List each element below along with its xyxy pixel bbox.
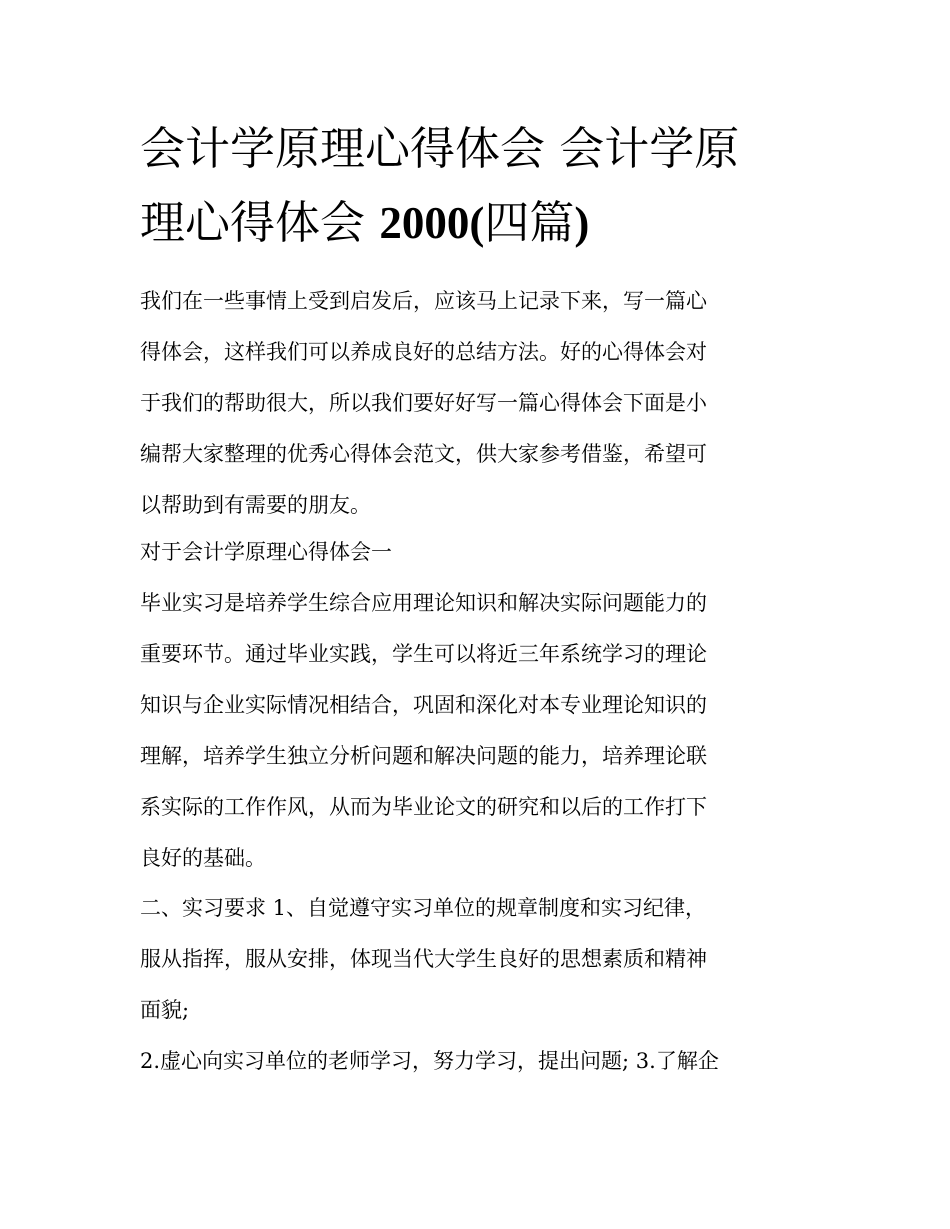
title-count: 四篇 xyxy=(484,196,575,249)
intro-paragraph xyxy=(140,276,820,531)
paragraph-line: 2.虚心向实习单位的老师学习，努力学习，提出问题; 3.了解企 xyxy=(140,1049,719,1073)
title-line-1: 会计学原理心得体会 会计学原 xyxy=(140,122,740,175)
paragraph-line: 服从指挥，服从安排，体现当代大学生良好的思想素质和精神 xyxy=(140,947,707,971)
paragraph-internship-purpose xyxy=(140,578,820,884)
paragraph-line: 毕业实习是培养学生综合应用理论知识和解决实际问题能力的 xyxy=(140,591,707,615)
paragraph-line: 良好的基础。 xyxy=(140,846,266,870)
title-year: 2000( xyxy=(379,198,485,248)
section-heading-text: 对于会计学原理心得体会一 xyxy=(140,540,392,564)
paragraph-line: 系实际的工作作风，从而为毕业论文的研究和以后的工作打下 xyxy=(140,795,707,819)
paragraph-line: 知识与企业实际情况相结合，巩固和深化对本专业理论知识的 xyxy=(140,693,707,717)
intro-line: 编帮大家整理的优秀心得体会范文，供大家参考借鉴，希望可 xyxy=(140,442,707,466)
paragraph-line: 面貌; xyxy=(140,998,190,1022)
paragraph-line: 重要环节。通过毕业实践，学生可以将近三年系统学习的理论 xyxy=(140,642,707,666)
document-title xyxy=(140,112,820,260)
paragraph-requirement-items xyxy=(140,1036,820,1087)
title-line-2-prefix: 理心得体会 xyxy=(140,196,380,249)
title-close-paren: ) xyxy=(574,198,590,248)
intro-line: 于我们的帮助很大，所以我们要好好写一篇心得体会下面是小 xyxy=(140,391,707,415)
paragraph-line: 理解，培养学生独立分析问题和解决问题的能力，培养理论联 xyxy=(140,744,707,768)
paragraph-internship-requirements xyxy=(140,883,820,1036)
section-heading xyxy=(140,527,820,578)
intro-line: 得体会，这样我们可以养成良好的总结方法。好的心得体会对 xyxy=(140,340,707,364)
intro-line: 我们在一些事情上受到启发后，应该马上记录下来，写一篇心 xyxy=(140,289,707,313)
title-line-2 xyxy=(140,186,820,260)
paragraph-line: 二、实习要求 1、自觉遵守实习单位的规章制度和实习纪律， xyxy=(140,896,707,920)
intro-line: 以帮助到有需要的朋友。 xyxy=(140,493,371,517)
